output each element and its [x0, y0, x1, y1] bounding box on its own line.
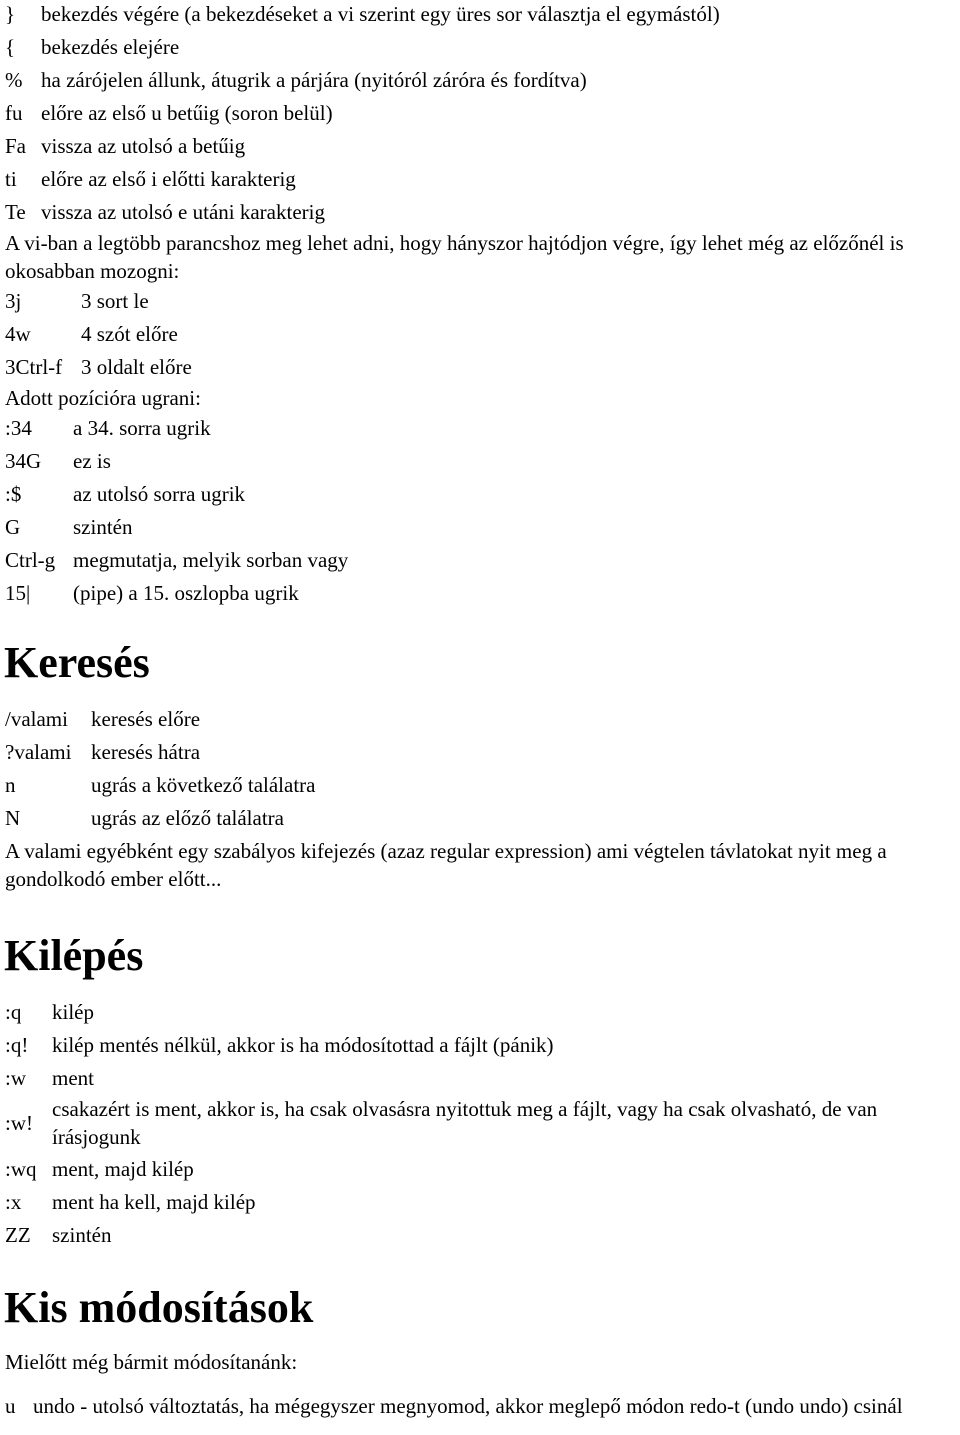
key-label: ti [5, 167, 17, 191]
key-label: % [5, 68, 23, 92]
key-description: kilép mentés nélkül, akkor is ha módosítottad a fájlt (pánik) [52, 1033, 554, 1057]
list-item [0, 804, 960, 832]
search-list [0, 705, 960, 832]
key-description: ugrás az előző találatra [91, 806, 284, 830]
key-description: 3 sort le [81, 289, 149, 313]
list-item [0, 1094, 960, 1152]
list-item [0, 99, 960, 127]
key-label: /valami [5, 707, 68, 731]
key-label: :q! [5, 1033, 29, 1057]
key-label: ?valami [5, 740, 72, 764]
list-item [0, 320, 960, 348]
list-item [0, 579, 960, 607]
key-description: ha zárójelen állunk, átugrik a párjára (nyitóról záróra és fordítva) [41, 68, 587, 92]
edit-list [0, 1377, 960, 1435]
count-list [0, 287, 960, 381]
key-label: 3j [5, 289, 22, 313]
key-description: keresés hátra [91, 740, 201, 764]
key-description: ment, majd kilép [52, 1157, 194, 1181]
list-item [0, 0, 960, 28]
key-description: 3 oldalt előre [81, 355, 192, 379]
list-item [0, 1155, 960, 1183]
key-label: :w! [5, 1111, 33, 1135]
key-description: előre az első u betűig (soron belül) [41, 101, 333, 125]
list-item [0, 1221, 960, 1249]
key-label: :$ [5, 482, 22, 506]
key-description: keresés előre [91, 707, 201, 731]
goto-list [0, 414, 960, 607]
key-description: a 34. sorra ugrik [73, 416, 211, 440]
goto-intro: Adott pozícióra ugrani: [5, 386, 201, 410]
key-label: Te [5, 200, 26, 224]
key-label: :wq [5, 1157, 37, 1181]
key-description: vissza az utolsó e utáni karakterig [41, 200, 325, 224]
key-label: n [5, 773, 16, 797]
key-description: ez is [73, 449, 111, 473]
list-item [0, 738, 960, 766]
key-label: 15| [5, 581, 31, 605]
list-item [0, 1031, 960, 1059]
quit-heading: Kilépés [4, 931, 144, 980]
key-label: { [5, 35, 16, 59]
key-description: ment [52, 1066, 94, 1090]
list-item [0, 1188, 960, 1216]
key-description: undo - utolsó változtatás, ha mégegyszer megnyomod, akkor meglepő módon redo-t (undo undo) csinál [33, 1394, 903, 1418]
key-label: :w [5, 1066, 26, 1090]
list-item [0, 198, 960, 226]
key-description: az utolsó sorra ugrik [73, 482, 246, 506]
count-intro: A vi-ban a legtöbb parancshoz meg lehet adni, hogy hányszor hajtódjon végre, így lehet még az előzőnél is okosabban mozogni: [5, 231, 904, 283]
key-label: 3Ctrl-f [5, 355, 63, 379]
list-item [0, 513, 960, 541]
key-label: G [5, 515, 21, 539]
key-description: 4 szót előre [81, 322, 178, 346]
key-label: :x [5, 1190, 22, 1214]
list-item [0, 414, 960, 442]
list-item [0, 447, 960, 475]
key-label: :q [5, 1000, 22, 1024]
list-item [0, 1064, 960, 1092]
key-description: bekezdés végére (a bekezdéseket a vi szerint egy üres sor választja el egymástól) [41, 2, 720, 26]
key-label: fu [5, 101, 23, 125]
key-description: (pipe) a 15. oszlopba ugrik [73, 581, 299, 605]
list-item [0, 287, 960, 315]
key-label: 34G [5, 449, 42, 473]
key-description: bekezdés elejére [41, 35, 180, 59]
movement-list [0, 0, 960, 226]
list-item [0, 132, 960, 160]
key-description: szintén [73, 515, 133, 539]
list-item [0, 546, 960, 574]
list-item [0, 165, 960, 193]
list-item [0, 33, 960, 61]
list-item [0, 771, 960, 799]
search-note: A valami egyébként egy szabályos kifejezés (azaz regular expression) ami végtelen távlatokat nyit meg a gondolkodó ember előtt... [5, 839, 887, 891]
key-label: N [5, 806, 21, 830]
list-item [0, 705, 960, 733]
list-item [0, 480, 960, 508]
list-item [0, 1377, 960, 1435]
key-label: Fa [5, 134, 26, 158]
list-item [0, 353, 960, 381]
edit-intro: Mielőtt még bármit módosítanánk: [5, 1350, 298, 1374]
key-label: 4w [5, 322, 31, 346]
key-label: } [5, 2, 16, 26]
key-label: u [5, 1394, 16, 1418]
key-description: szintén [52, 1223, 112, 1247]
key-label: Ctrl-g [5, 548, 56, 572]
key-description: előre az első i előtti karakterig [41, 167, 296, 191]
list-item [0, 998, 960, 1026]
key-description: vissza az utolsó a betűig [41, 134, 246, 158]
key-description: kilép [52, 1000, 94, 1024]
key-label: ZZ [5, 1223, 31, 1247]
key-description: ugrás a következő találatra [91, 773, 316, 797]
edit-heading: Kis módosítások [4, 1283, 314, 1332]
quit-list [0, 998, 960, 1249]
key-description: ment ha kell, majd kilép [52, 1190, 256, 1214]
search-heading: Keresés [4, 638, 150, 687]
key-description: megmutatja, melyik sorban vagy [73, 548, 349, 572]
key-description: csakazért is ment, akkor is, ha csak olvasásra nyitottuk meg a fájlt, vagy ha csak olvasható, de van írásjogunk [52, 1097, 878, 1149]
key-label: :34 [5, 416, 32, 440]
list-item [0, 66, 960, 94]
